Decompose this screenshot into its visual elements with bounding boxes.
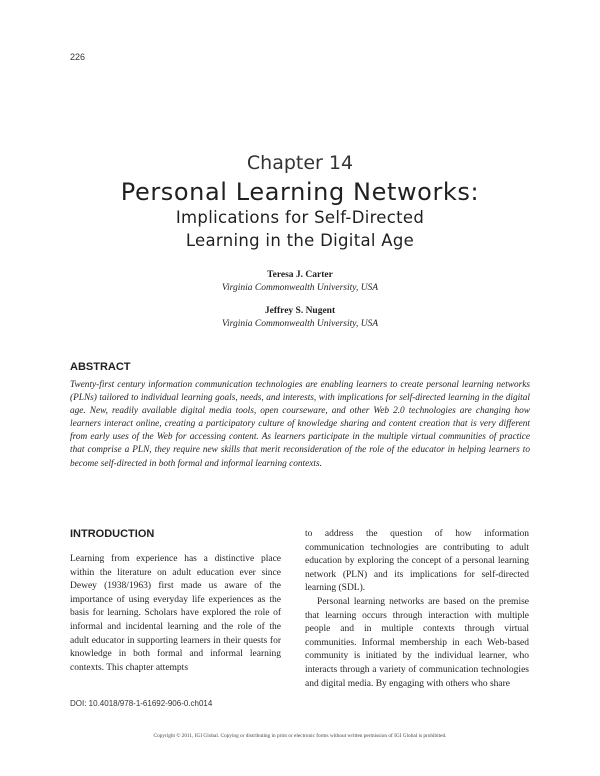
introduction-heading: INTRODUCTION (70, 528, 155, 540)
chapter-subtitle-line-1: Implications for Self-Directed (175, 208, 425, 227)
doi-text: DOI: 10.4018/978-1-61692-906-0.ch014 (70, 699, 213, 708)
author-affiliation: Virginia Commonwealth University, USA (221, 283, 379, 293)
right-column (305, 528, 529, 691)
author-name: Jeffrey S. Nugent (264, 306, 336, 316)
copyright-notice: Copyright © 2011, IGI Global. Copying or distributing in print or electronic forms without written permission of IGI Global is prohibited. (153, 733, 447, 739)
chapter-subtitle-line-2: Learning in the Digital Age (185, 231, 415, 250)
body-paragraph: to address the question of how information communication technologies are contributing to adult education by exploring the concept of a personal learning network (PLN) and its implications for self-directed learning (SDL). (305, 529, 529, 594)
body-paragraph: Learning from experience has a distinctive place within the literature on adult education ever since Dewey (1938/1963) first made us aware of the importance of using everyday life experiences as the basis for learning. Scholars have explored the role of informal and incidental learning and the role of the adult educator in supporting learners in their quests for knowledge in both formal and informal learning contexts. This chapter attempts (70, 554, 281, 673)
abstract-heading: ABSTRACT (70, 361, 131, 373)
abstract-text: Twenty-first century information communication technologies are enabling learners to create personal learning networks (PLNs) tailored to individual learning goals, needs, and interests, with implications for self-directed learning in the digital age. New, readily available digital media tools, open courseware, and other Web 2.0 technologies are changing how learners interact online, creating a participatory culture of knowledge sharing and content creation that is very different from early uses of the Web for accessing content. As learners participate in the multiple virtual communities of practice that comprise a PLN, they require new skills that merit reconsideration of the role of the educator in helping learners to become self-directed in both formal and informal learning contexts. (70, 380, 530, 469)
author-affiliation: Virginia Commonwealth University, USA (221, 319, 379, 329)
page-number: 226 (70, 52, 86, 62)
left-column (70, 553, 281, 675)
chapter-label: Chapter 14 (246, 152, 354, 174)
body-paragraph: Personal learning networks are based on the premise that learning occurs through interaction with multiple people and in multiple contexts through virtual communities. Informal membership in each Web-based community is initiated by the individual learner, who interacts through a variety of communication technologies and digital media. By engaging with others who share (305, 596, 529, 689)
author-name: Teresa J. Carter (267, 270, 333, 280)
chapter-title: Personal Learning Networks: (120, 178, 480, 206)
